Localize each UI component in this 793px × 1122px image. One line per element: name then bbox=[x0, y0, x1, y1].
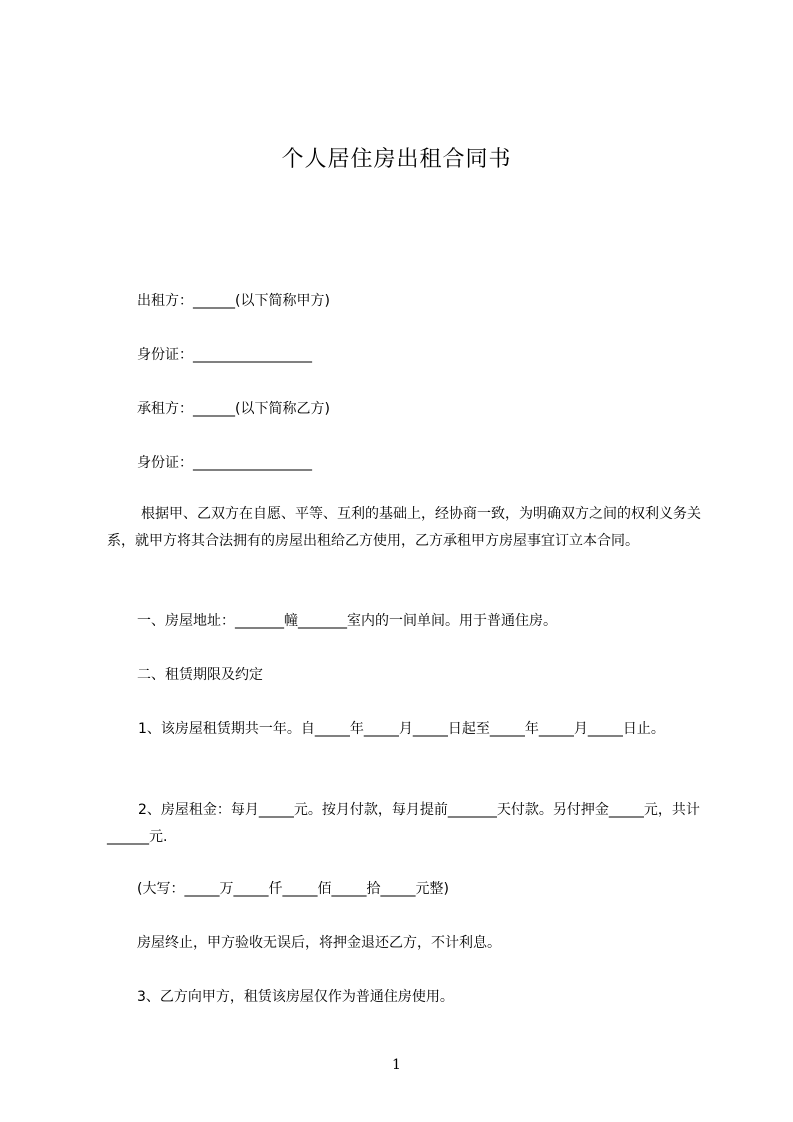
section-address: 一、房屋地址：_______幢_______室内的一间单间。用于普通住房。 bbox=[137, 613, 557, 629]
deposit-refund-note: 房屋终止，甲方验收无误后，将押金退还乙方，不计利息。 bbox=[137, 935, 501, 951]
amount-in-words-line: (大写：_____万_____仟_____佰_____拾_____元整) bbox=[137, 881, 449, 897]
lease-period-item: 1、该房屋租赁期共一年。自_____年_____月_____日起至_____年_____月_____日止。 bbox=[138, 721, 665, 737]
lessor-line: 出租方：______(以下简称甲方) bbox=[137, 293, 330, 309]
lessor-id-line: 身份证：_________________ bbox=[137, 347, 312, 363]
section-lease-term-heading: 二、租赁期限及约定 bbox=[137, 667, 263, 683]
page-number: 1 bbox=[392, 1057, 401, 1073]
lessee-line: 承租方：______(以下简称乙方) bbox=[137, 401, 330, 417]
lessee-id-line: 身份证：_________________ bbox=[137, 455, 312, 471]
intro-paragraph: 根据甲、乙双方在自愿、平等、互利的基础上，经协商一致，为明确双方之间的权利义务关系，就甲方将其合法拥有的房屋出租给乙方使用，乙方承租甲方房屋事宜订立本合同。 bbox=[107, 506, 701, 549]
document-title: 个人居住房出租合同书 bbox=[281, 147, 512, 172]
rent-item: 2、房屋租金：每月_____元。按月付款，每月提前_______天付款。另付押金_____元，共计______元. bbox=[107, 802, 700, 845]
usage-item: 3、乙方向甲方，租赁该房屋仅作为普通住房使用。 bbox=[137, 989, 454, 1005]
